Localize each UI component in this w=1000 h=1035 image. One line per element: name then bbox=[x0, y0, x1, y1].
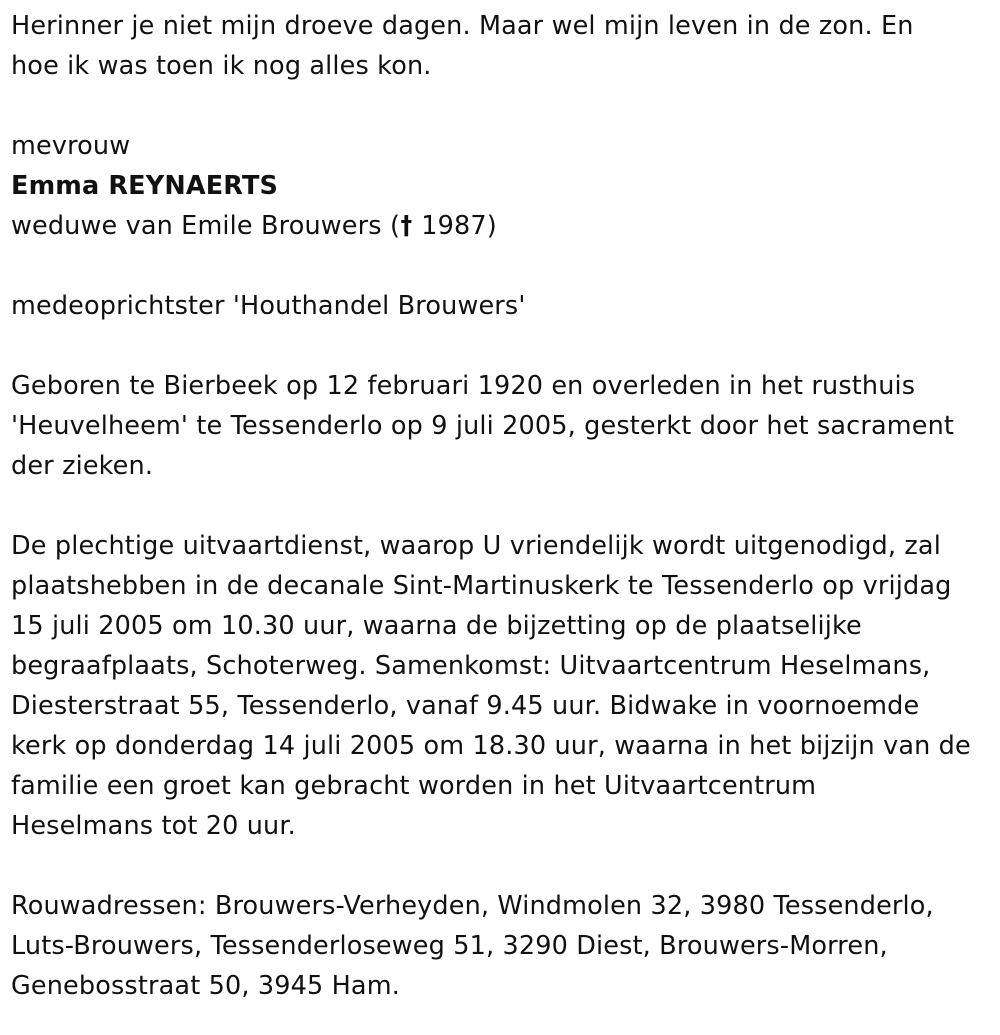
death-year: 1987) bbox=[412, 211, 497, 241]
paragraph-line: De plechtige uitvaartdienst, waarop U vriendelijk wordt uitgenodigd, zal bbox=[11, 531, 941, 561]
funeral-paragraph bbox=[11, 526, 990, 846]
paragraph-line: begraafplaats, Schoterweg. Samenkomst: Uitvaartcentrum Heselmans, bbox=[11, 651, 931, 681]
spacer bbox=[11, 486, 990, 526]
birth-death-paragraph bbox=[11, 366, 990, 486]
paragraph-line: Diesterstraat 55, Tessenderlo, vanaf 9.45 uur. Bidwake in voornoemde bbox=[11, 691, 920, 721]
widow-text: weduwe van Emile Brouwers ( bbox=[11, 211, 401, 241]
widow-line bbox=[11, 206, 990, 246]
title-prefix: mevrouw bbox=[11, 131, 131, 161]
poem-line: Herinner je niet mijn droeve dagen. Maar wel mijn leven in de zon. En bbox=[11, 11, 914, 41]
paragraph-line: Rouwadressen: Brouwers-Verheyden, Windmolen 32, 3980 Tessenderlo, bbox=[11, 891, 934, 921]
poem bbox=[11, 0, 990, 86]
paragraph-line: der zieken. bbox=[11, 451, 154, 481]
addresses-paragraph bbox=[11, 886, 990, 1006]
paragraph-line: kerk op donderdag 14 juli 2005 om 18.30 uur, waarna in het bijzijn van de bbox=[11, 731, 971, 761]
paragraph-line: Luts-Brouwers, Tessenderloseweg 51, 3290 Diest, Brouwers-Morren, bbox=[11, 931, 888, 961]
spacer bbox=[11, 86, 990, 126]
spacer bbox=[11, 246, 990, 286]
paragraph-line: 'Heuvelheem' te Tessenderlo op 9 juli 2005, gesterkt door het sacrament bbox=[11, 411, 955, 441]
paragraph-line: Genebosstraat 50, 3945 Ham. bbox=[11, 971, 400, 1001]
paragraph-line: Geboren te Bierbeek op 12 februari 1920 en overleden in het rusthuis bbox=[11, 371, 916, 401]
deceased-name: Emma REYNAERTS bbox=[11, 171, 279, 201]
cross-icon: † bbox=[400, 211, 413, 241]
spacer bbox=[11, 846, 990, 886]
spacer bbox=[11, 326, 990, 366]
role-line: medeoprichtster 'Houthandel Brouwers' bbox=[11, 291, 526, 321]
poem-line: hoe ik was toen ik nog alles kon. bbox=[11, 51, 432, 81]
paragraph-line: 15 juli 2005 om 10.30 uur, waarna de bijzetting op de plaatselijke bbox=[11, 611, 862, 641]
paragraph-line: familie een groet kan gebracht worden in het Uitvaartcentrum bbox=[11, 771, 817, 801]
paragraph-line: plaatshebben in de decanale Sint-Martinuskerk te Tessenderlo op vrijdag bbox=[11, 571, 952, 601]
paragraph-line: Heselmans tot 20 uur. bbox=[11, 811, 296, 841]
